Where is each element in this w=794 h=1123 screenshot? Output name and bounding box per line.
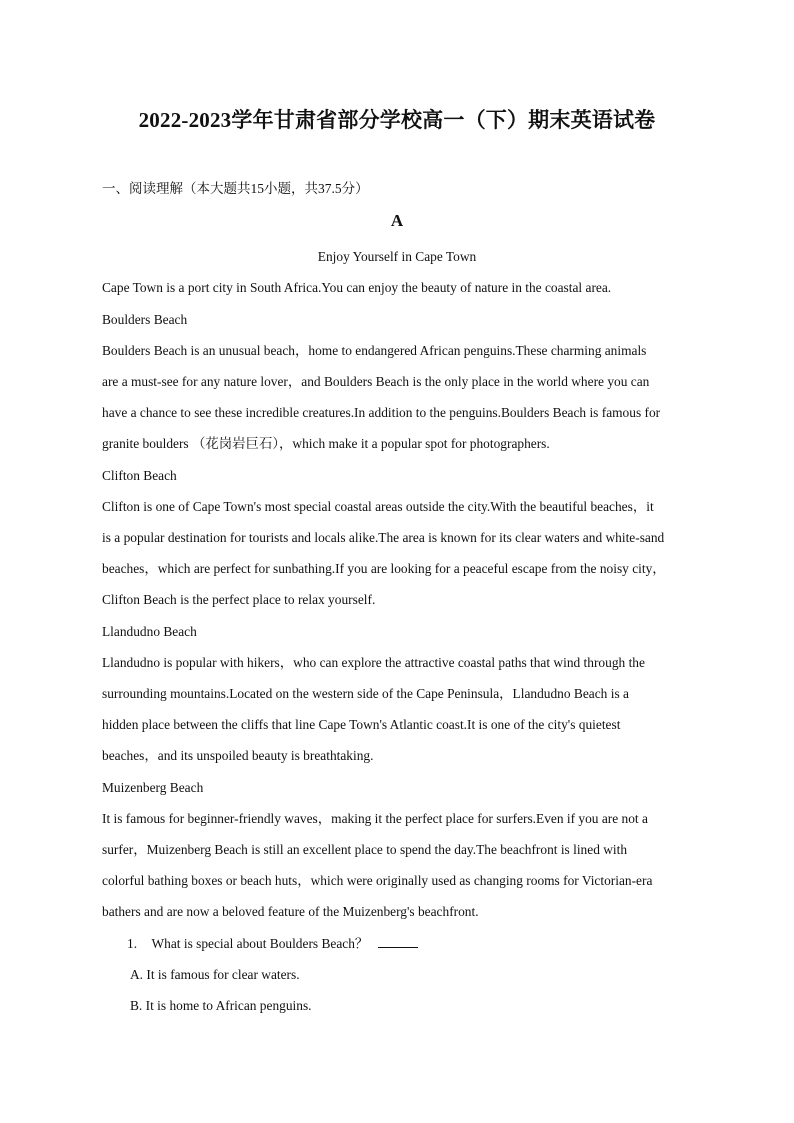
muizenberg-heading: Muizenberg Beach (102, 780, 204, 795)
paragraph-line: Boulders Beach is an unusual beach，home to endangered African penguins.These charming animals (102, 343, 647, 358)
paragraph-line: colorful bathing boxes or beach huts，which were originally used as changing rooms for Victorian-era (102, 873, 653, 888)
option-a[interactable] (130, 966, 300, 984)
option-text: It is famous for clear waters. (146, 967, 300, 982)
paragraph-line: are a must-see for any nature lover，and Boulders Beach is the only place in the world where you can (102, 374, 650, 389)
paragraph-line: hidden place between the cliffs that line Cape Town's Atlantic coast.It is one of the city's quietest (102, 717, 621, 732)
boulders-heading: Boulders Beach (102, 312, 188, 327)
option-text: It is home to African penguins. (145, 998, 312, 1013)
passage-label: A (390, 211, 404, 230)
intro-line: Cape Town is a port city in South Africa.You can enjoy the beauty of nature in the coastal area. (102, 280, 612, 295)
paragraph-line: surfer，Muizenberg Beach is still an excellent place to spend the day.The beachfront is lined with (102, 842, 628, 857)
section-heading: 一、阅读理解（本大题共15小题，共37.5分） (102, 181, 369, 196)
question-number: 1. (127, 936, 138, 951)
exam-title: 2022-2023学年甘肃省部分学校高一（下）期末英语试卷 (138, 108, 656, 132)
question-1-stem (127, 935, 418, 953)
option-b[interactable] (130, 997, 312, 1015)
passage-title: Enjoy Yourself in Cape Town (317, 249, 477, 264)
paragraph-line: surrounding mountains.Located on the western side of the Cape Peninsula，Llandudno Beach is a (102, 686, 629, 701)
question-text: What is special about Boulders Beach？ (151, 936, 369, 951)
paragraph-line: beaches，and its unspoiled beauty is breathtaking. (102, 748, 374, 763)
paragraph-line: granite boulders （花岗岩巨石），which make it a popular spot for photographers. (102, 436, 550, 451)
answer-blank[interactable] (378, 937, 418, 948)
paragraph-line: Clifton Beach is the perfect place to relax yourself. (102, 592, 376, 607)
paragraph-line: bathers and are now a beloved feature of the Muizenberg's beachfront. (102, 904, 479, 919)
option-letter: B. (130, 998, 143, 1013)
paragraph-line: beaches，which are perfect for sunbathing.If you are looking for a peaceful escape from the noisy city， (102, 561, 666, 576)
paragraph-line: Clifton is one of Cape Town's most special coastal areas outside the city.With the beautiful beaches，it (102, 499, 654, 514)
paragraph-line: have a chance to see these incredible creatures.In addition to the penguins.Boulders Beach is famous for (102, 405, 661, 420)
paragraph-line: Llandudno is popular with hikers，who can explore the attractive coastal paths that wind through the (102, 655, 645, 670)
llandudno-heading: Llandudno Beach (102, 624, 197, 639)
clifton-heading: Clifton Beach (102, 468, 177, 483)
paragraph-line: is a popular destination for tourists and locals alike.The area is known for its clear waters and white-sand (102, 530, 665, 545)
option-letter: A. (130, 967, 144, 982)
paragraph-line: It is famous for beginner-friendly waves，making it the perfect place for surfers.Even if you are not a (102, 811, 648, 826)
